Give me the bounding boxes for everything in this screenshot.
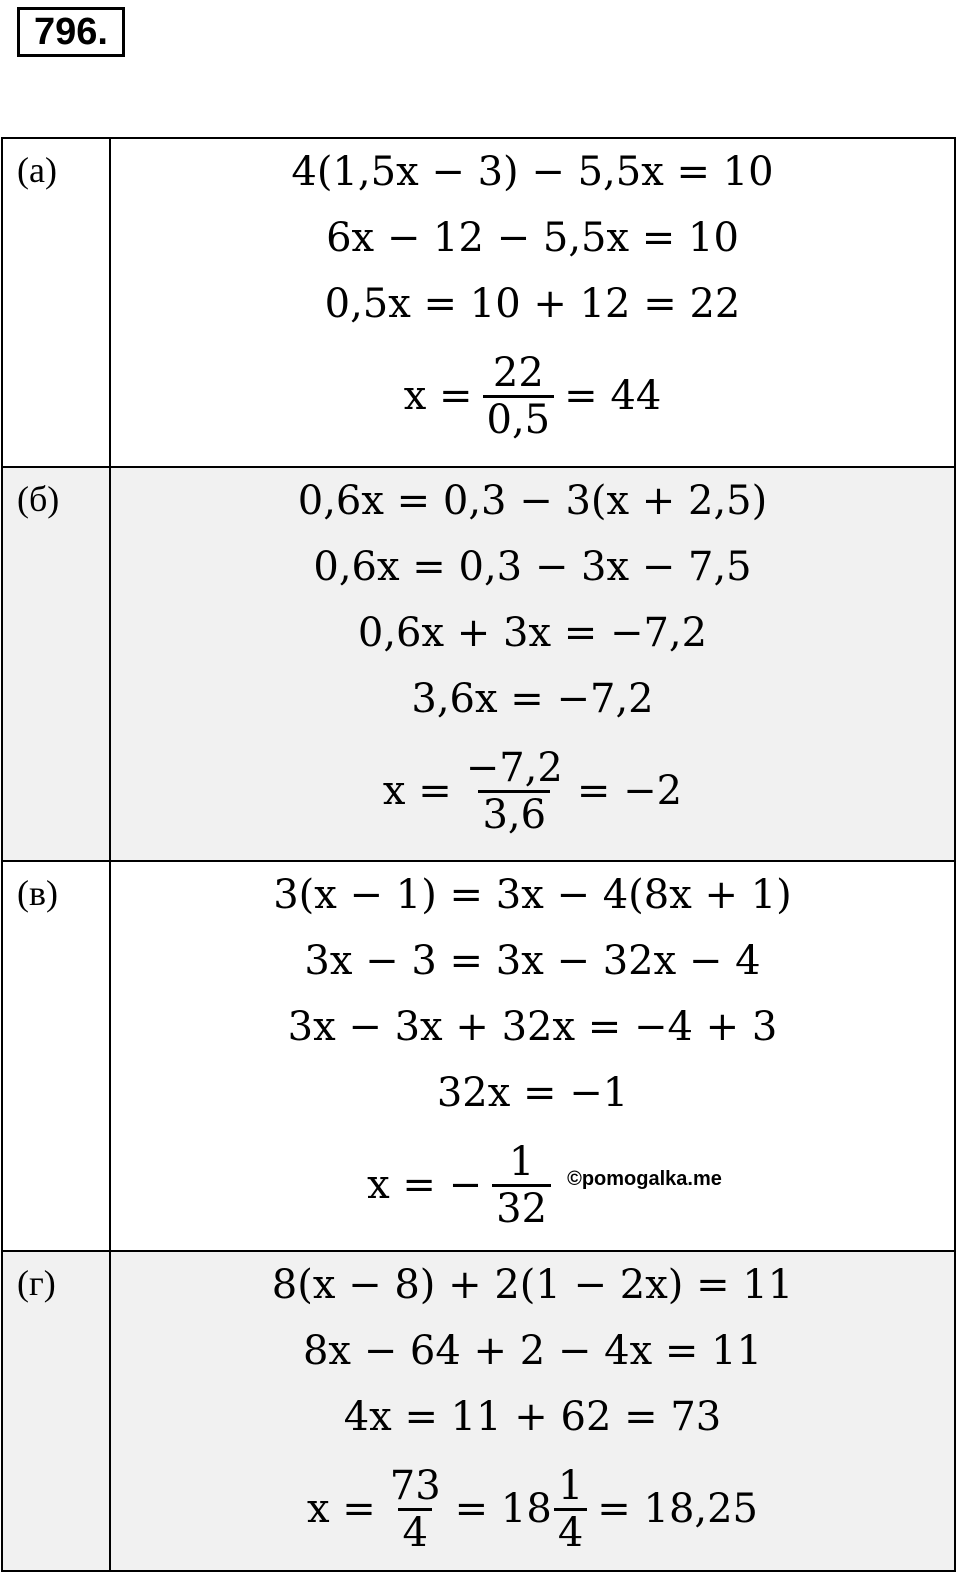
row-label: (а) <box>17 150 57 190</box>
equation-line: 3(x − 1) = 3x − 4(8x + 1) <box>273 872 792 918</box>
fraction-denominator: 0,5 <box>483 395 555 442</box>
mixed-whole: = 18 <box>454 1486 552 1532</box>
work-cell <box>110 861 955 1251</box>
final-equation <box>111 337 954 455</box>
equation-line: 0,6x + 3x = −7,2 <box>357 610 708 656</box>
equation-line: 4x = 11 + 62 = 73 <box>343 1394 722 1440</box>
final-rhs: = 44 <box>564 373 662 419</box>
row-label-cell <box>2 138 110 467</box>
final-equation <box>111 732 954 850</box>
final-lhs: x = <box>382 768 452 814</box>
row-label-cell <box>2 861 110 1251</box>
equation-line: 32x = −1 <box>436 1070 629 1116</box>
equation-line: 0,5x = 10 + 12 = 22 <box>324 281 741 327</box>
table-row <box>2 467 955 861</box>
fraction-numerator: 1 <box>508 1138 535 1185</box>
table-row <box>2 861 955 1251</box>
table-row <box>2 138 955 467</box>
fraction <box>386 1464 445 1555</box>
equation-line: 3x − 3x + 32x = −4 + 3 <box>287 1004 778 1050</box>
fraction <box>554 1464 587 1555</box>
final-equation <box>111 1126 954 1244</box>
fraction <box>462 746 567 837</box>
equation-line: 0,6x = 0,3 − 3x − 7,5 <box>313 544 752 590</box>
watermark: ©pomogalka.me <box>567 1167 722 1190</box>
row-label: (б) <box>17 479 60 519</box>
fraction-denominator: 3,6 <box>478 790 550 837</box>
fraction-denominator: 32 <box>492 1184 551 1231</box>
fraction-numerator: −7,2 <box>465 744 563 791</box>
equation-line: 8(x − 8) + 2(1 − 2x) = 11 <box>271 1262 794 1308</box>
equation-line: 8x − 64 + 2 − 4x = 11 <box>302 1328 763 1374</box>
equation-line: 4(1,5x − 3) − 5,5x = 10 <box>291 149 774 195</box>
final-equation <box>111 1450 954 1568</box>
final-rhs: = −2 <box>576 768 683 814</box>
fraction-denominator: 4 <box>554 1508 587 1555</box>
row-label: (в) <box>17 873 58 913</box>
equation-line: 3x − 3 = 3x − 32x − 4 <box>304 938 761 984</box>
final-lhs: x = <box>306 1486 376 1532</box>
row-label-cell <box>2 1251 110 1571</box>
final-rhs: = 18,25 <box>597 1486 759 1532</box>
problem-number: 796. <box>17 7 125 57</box>
work-cell <box>110 467 955 861</box>
work-cell <box>110 1251 955 1571</box>
fraction <box>483 351 555 442</box>
mixed-number <box>455 1464 598 1555</box>
row-label-cell <box>2 467 110 861</box>
solution-table <box>1 137 956 1572</box>
fraction-numerator: 73 <box>389 1462 441 1509</box>
fraction-denominator: 4 <box>398 1508 431 1555</box>
final-lhs: x = − <box>367 1162 483 1208</box>
work-cell <box>110 138 955 467</box>
equation-line: 0,6x = 0,3 − 3(x + 2,5) <box>297 478 768 524</box>
equation-line: 6x − 12 − 5,5x = 10 <box>326 215 739 261</box>
fraction-numerator: 22 <box>492 349 544 396</box>
row-label: (г) <box>17 1263 56 1303</box>
fraction <box>492 1140 551 1231</box>
table-row <box>2 1251 955 1571</box>
equation-line: 3,6x = −7,2 <box>411 676 654 722</box>
fraction-numerator: 1 <box>557 1462 584 1509</box>
final-lhs: x = <box>403 373 473 419</box>
